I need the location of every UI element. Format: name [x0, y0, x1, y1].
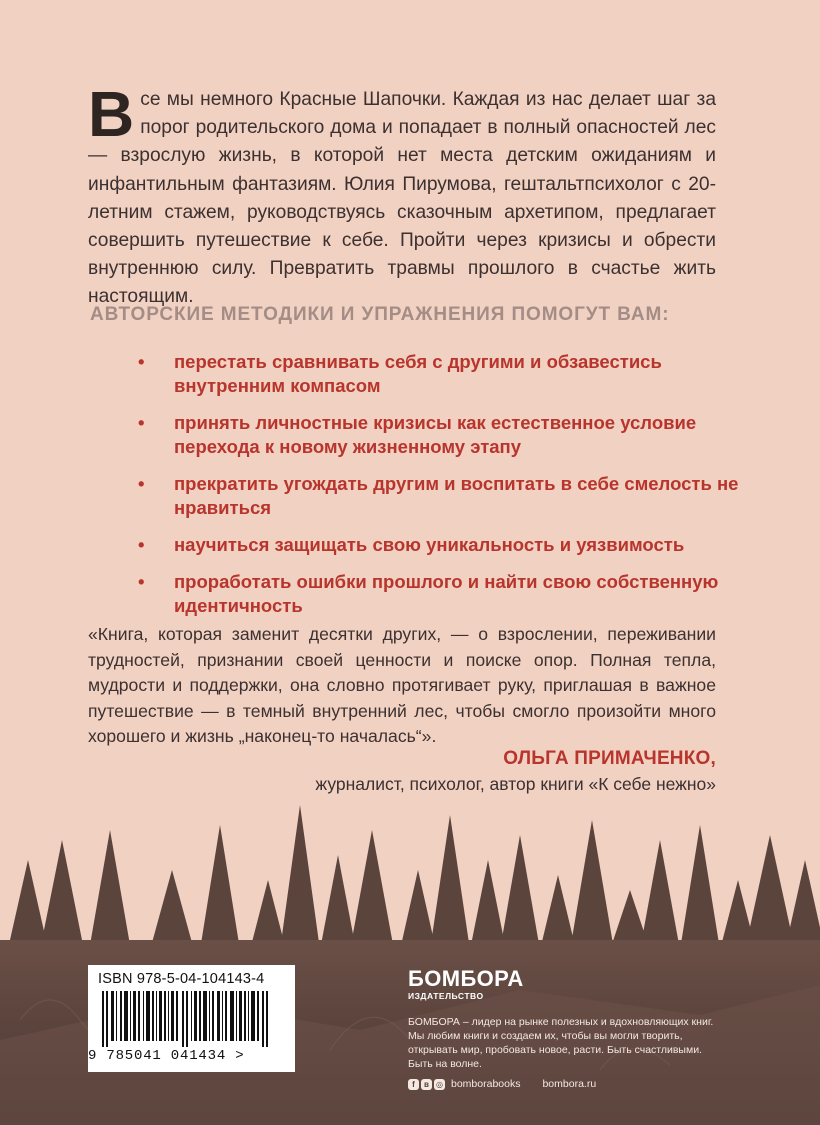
publisher-links	[408, 1078, 728, 1090]
benefits-list	[132, 350, 752, 631]
list-item-text: перестать сравнивать себя с другими и обзавестись внутренним компасом	[174, 351, 662, 396]
list-item	[132, 570, 752, 618]
facebook-icon[interactable]: f	[408, 1079, 419, 1090]
social-icons	[408, 1079, 445, 1090]
bullet-icon: •	[138, 412, 145, 433]
bullet-icon: •	[138, 534, 145, 555]
quote-author: ОЛЬГА ПРИМАЧЕНКО,	[503, 748, 716, 769]
list-item	[132, 472, 752, 520]
bullet-icon: •	[138, 351, 145, 372]
list-item	[132, 533, 752, 557]
instagram-icon[interactable]: ◎	[434, 1079, 445, 1090]
list-item-text: проработать ошибки прошлого и найти свою собственную идентичность	[174, 571, 719, 616]
publisher-sublabel: ИЗДАТЕЛЬСТВО	[408, 991, 484, 1001]
methods-heading: АВТОРСКИЕ МЕТОДИКИ И УПРАЖНЕНИЯ ПОМОГУТ ВАМ:	[90, 304, 670, 325]
intro-paragraph	[88, 78, 716, 312]
list-item-text: прекратить угождать другим и воспитать в себе смелость не нравиться	[174, 473, 739, 518]
drop-cap: В	[88, 78, 135, 150]
barcode-digits: 9 785041 041434 >	[88, 1048, 245, 1064]
vk-icon[interactable]: в	[421, 1079, 432, 1090]
isbn-label: ISBN 978-5-04-104143-4	[98, 971, 265, 987]
publisher-description: БОМБОРА – лидер на рынке полезных и вдохновляющих книг. Мы любим книги и создаем их, чтобы вы могли творить, открывать мир, пробовать новое, расти. Быть счастливыми. Быть на волне.	[408, 1016, 714, 1070]
social-handle[interactable]: bomborabooks	[451, 1078, 521, 1090]
list-item	[132, 411, 752, 459]
list-item	[132, 350, 752, 398]
publisher-logo: БОМБОРА	[408, 966, 524, 991]
list-item-text: научиться защищать свою уникальность и уязвимость	[174, 534, 685, 555]
quote-author-role: журналист, психолог, автор книги «К себе нежно»	[315, 774, 716, 794]
bullet-icon: •	[138, 473, 145, 494]
publisher-block	[408, 968, 728, 1090]
bullet-icon: •	[138, 571, 145, 592]
list-item-text: принять личностные кризисы как естественное условие перехода к новому жизненному этапу	[174, 412, 697, 457]
review-quote: «Книга, которая заменит десятки других, — о взрослении, переживании трудностей, признании своей ценности и поиске опор. Полная тепла, мудрости и поддержки, она словно протягивает руку, приглашая в важное путешествие — в темный внутренний лес, чтобы смогло произойти много хорошего и жизнь „наконец-то началась“».	[88, 624, 716, 747]
publisher-site-link[interactable]: bombora.ru	[542, 1078, 597, 1090]
barcode-icon	[102, 991, 282, 1047]
isbn-barcode	[88, 965, 295, 1072]
intro-text: се мы немного Красные Шапочки. Каждая из нас делает шаг за порог родительского дома и попадает в полный опасностей лес — взрослую жизнь, в которой нет места детским ожиданиям и инфантильным фантазиям. Юлия Пирумова, гештальтпсихолог с 20-летним стажем, руководствуясь сказочным архетипом, предлагает совершить путешествие к себе. Пройти через кризисы и обрести внутреннюю силу. Превратить травмы прошлого в счастье жить настоящим.	[88, 89, 716, 308]
